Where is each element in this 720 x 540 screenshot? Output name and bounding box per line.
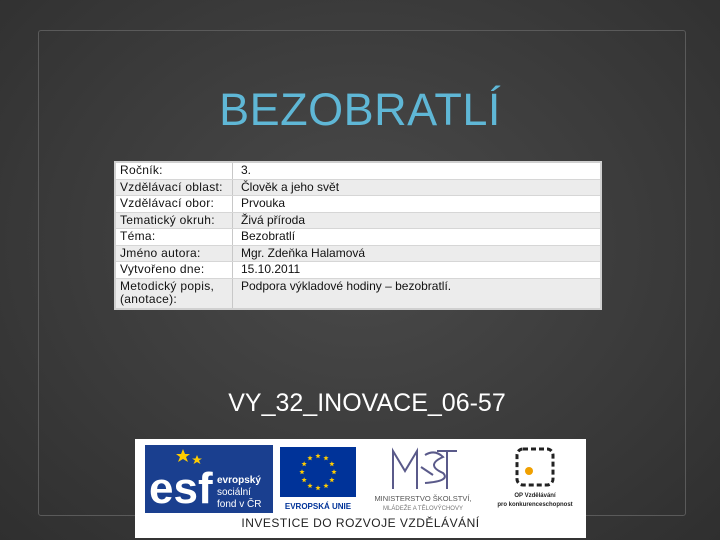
row-label: Vytvořeno dne: — [115, 262, 233, 279]
row-value: Živá příroda — [233, 212, 602, 229]
material-code: VY_32_INOVACE_06-57 — [228, 389, 506, 417]
investment-slogan: INVESTICE DO ROZVOJE VZDĚLÁVÁNÍ — [241, 516, 480, 530]
msmt-logo — [363, 445, 483, 513]
table-row — [115, 179, 601, 196]
row-label: Ročník: — [115, 162, 233, 179]
table-row — [115, 229, 601, 246]
row-value: Člověk a jeho svět — [233, 179, 602, 196]
row-label: Vzdělávací obor: — [115, 196, 233, 213]
esf-text-3: fond v ČR — [217, 499, 262, 510]
eu-label: EVROPSKÁ UNIE — [284, 502, 352, 511]
logo-strip — [135, 439, 586, 538]
table-row — [115, 245, 601, 262]
table-row — [115, 262, 601, 279]
op-text-1: OP Vzdělávání — [514, 493, 556, 499]
op-vzdelavani-logo — [487, 445, 583, 513]
row-value: Prvouka — [233, 196, 602, 213]
row-value: Bezobratlí — [233, 229, 602, 246]
info-table — [114, 161, 602, 310]
svg-text:esf: esf — [149, 464, 213, 513]
table-row — [115, 196, 601, 213]
row-label: Téma: — [115, 229, 233, 246]
row-label: Jméno autora: — [115, 245, 233, 262]
table-row — [115, 278, 601, 309]
msmt-text-2: MLÁDEŽE A TĚLOVÝCHOVY — [383, 506, 463, 512]
esf-text-1: evropský — [217, 475, 261, 486]
row-value: 3. — [233, 162, 602, 179]
row-value: Mgr. Zdeňka Halamová — [233, 245, 602, 262]
row-label: Tematický okruh: — [115, 212, 233, 229]
eu-flag-logo — [278, 445, 358, 513]
table-row — [115, 212, 601, 229]
table-row — [115, 162, 601, 179]
row-value: 15.10.2011 — [233, 262, 602, 279]
row-label: Metodický popis, (anotace): — [115, 278, 233, 309]
row-value: Podpora výkladové hodiny – bezobratlí. — [233, 278, 602, 309]
esf-text-2: sociální — [217, 487, 251, 498]
esf-logo — [145, 445, 273, 513]
row-label: Vzdělávací oblast: — [115, 179, 233, 196]
msmt-text-1: MINISTERSTVO ŠKOLSTVÍ, — [374, 494, 472, 503]
slide-title: BEZOBRATLÍ — [219, 84, 501, 135]
op-text-2: pro konkurenceschopnost — [497, 502, 573, 508]
